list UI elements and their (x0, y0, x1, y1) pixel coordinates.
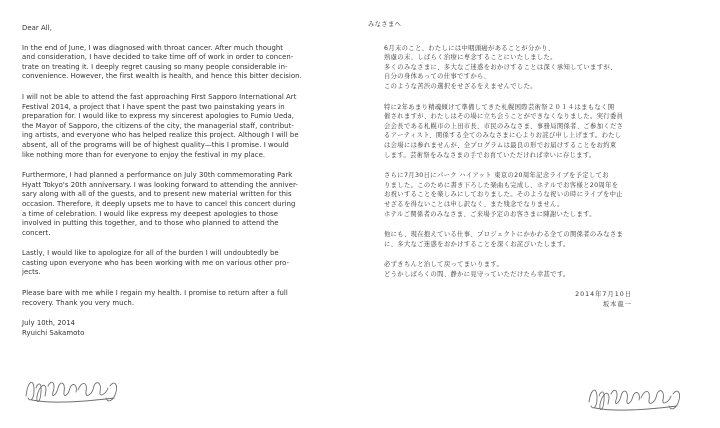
japanese-date: 2014年7月10日 (575, 291, 632, 299)
japanese-paragraph-3: さらに7月30日にパーク ハイアット 東京の20周年記念ライブを予定してお りました。このために書き下ろした楽曲も完成し、ホテルでお客様と20周年を お祝いすることを楽しみにしておりました。そのような祝いの時にライブを中止 せざるを得ないことは申し訳なく、また残念でなりません。 ホテルご関係者のみなさま、ご来場予定のお客さまに陳謝いたします。 (384, 172, 623, 218)
japanese-signature (585, 378, 695, 414)
japanese-paragraph-1: 6月末のこと、わたしには中咽頭癌があることが分かり、 熟慮の末、しばらく治療に専念することにいたしました。 多くのみなさまに、多大なご迷惑をおかけすることは深く承知していますが、 自分の身体あっての仕事ですから、 このような苦渋の選択をせざるをえませんでした。 (384, 44, 617, 90)
japanese-paragraph-5: 必ずきちんと治して戻ってまいります。 どうかしばらくの間、静かに見守っていただけたら幸甚です。 (384, 261, 570, 278)
english-salutation: Dear All, (22, 24, 52, 32)
japanese-name: 坂本龍一 (602, 301, 632, 309)
english-paragraph-2: I will not be able to attend the fast approaching First Sapporo International Art Festival 2014, a project that I have spent the past two painstaking years in preparation for. I would like to express my sincerest apologies to Fumio Ueda, the Mayor of Sapporo, the citizens of the city, the managerial staff, contribut- ing artists, and everyone who has helped realize this project. Although I will be absent, all of the programs will be of highest quality—this I promise. I would like nothing more than for everyone to enjoy the festival in my place. (22, 92, 299, 159)
japanese-salutation: みなさまへ (368, 21, 402, 28)
english-name: Ryuichi Sakamoto (22, 328, 85, 337)
english-paragraph-5: Please bare with me while I regain my health. I promise to return after a full recovery. Thank you very much. (22, 289, 288, 307)
english-paragraph-1: In the end of June, I was diagnosed with throat cancer. After much thought and consideration, I have decided to take time off of work in order to concen- trate on treating it. I deeply regret causing so many people considerable in- convenience. However, the first wealth is health, and hence this bitter decision. (22, 43, 302, 81)
japanese-paragraph-2: 特に2年あまり精魂傾けて準備してきた札幌国際芸術祭２０１４はまもなく開 催されますが、わたしはその場に立ち会うことができなくなりました。実行委員 会会長である札幌市の上田市長、市民のみなさま、事務局関係者、ご参加くださ るアーティスト、関係する全てのみなさまに心よりお詫び申し上げます。わたし は会場には参れませんが、全プログラムは最良の形でお届けすることをお約束 します。芸術祭をみなさまの手でお育ていただければ幸いに存じます。 (384, 103, 624, 159)
english-letter (22, 24, 352, 338)
english-paragraph-4: Lastly, I would like to apologize for all of the burden I will undoubtedly be casting upon everyone who has been working with me on various other pro- jects. (22, 249, 290, 277)
japanese-letter (368, 20, 702, 310)
japanese-paragraph-4: 他にも、現在抱えている仕事、プロジェクトにかかわる全ての関係者のみなさま に、多大なご迷惑をおかけすることを深くお詫びいたします。 (384, 231, 624, 248)
english-paragraph-3: Furthermore, I had planned a performance on July 30th commemorating Park Hyatt Tokyo's 20th anniversary. I was looking forward to attending the anniver- sary along with all of the guests, and to present new material written for this occasion. Therefore, it deeply upsets me to have to cancel this concert during a time of celebration. I would like express my deepest apologies to those involved in putting this together, and to those who planned to attend the concert. (22, 171, 298, 237)
english-signature (22, 370, 132, 406)
english-date: July 10th, 2014 (22, 319, 76, 328)
